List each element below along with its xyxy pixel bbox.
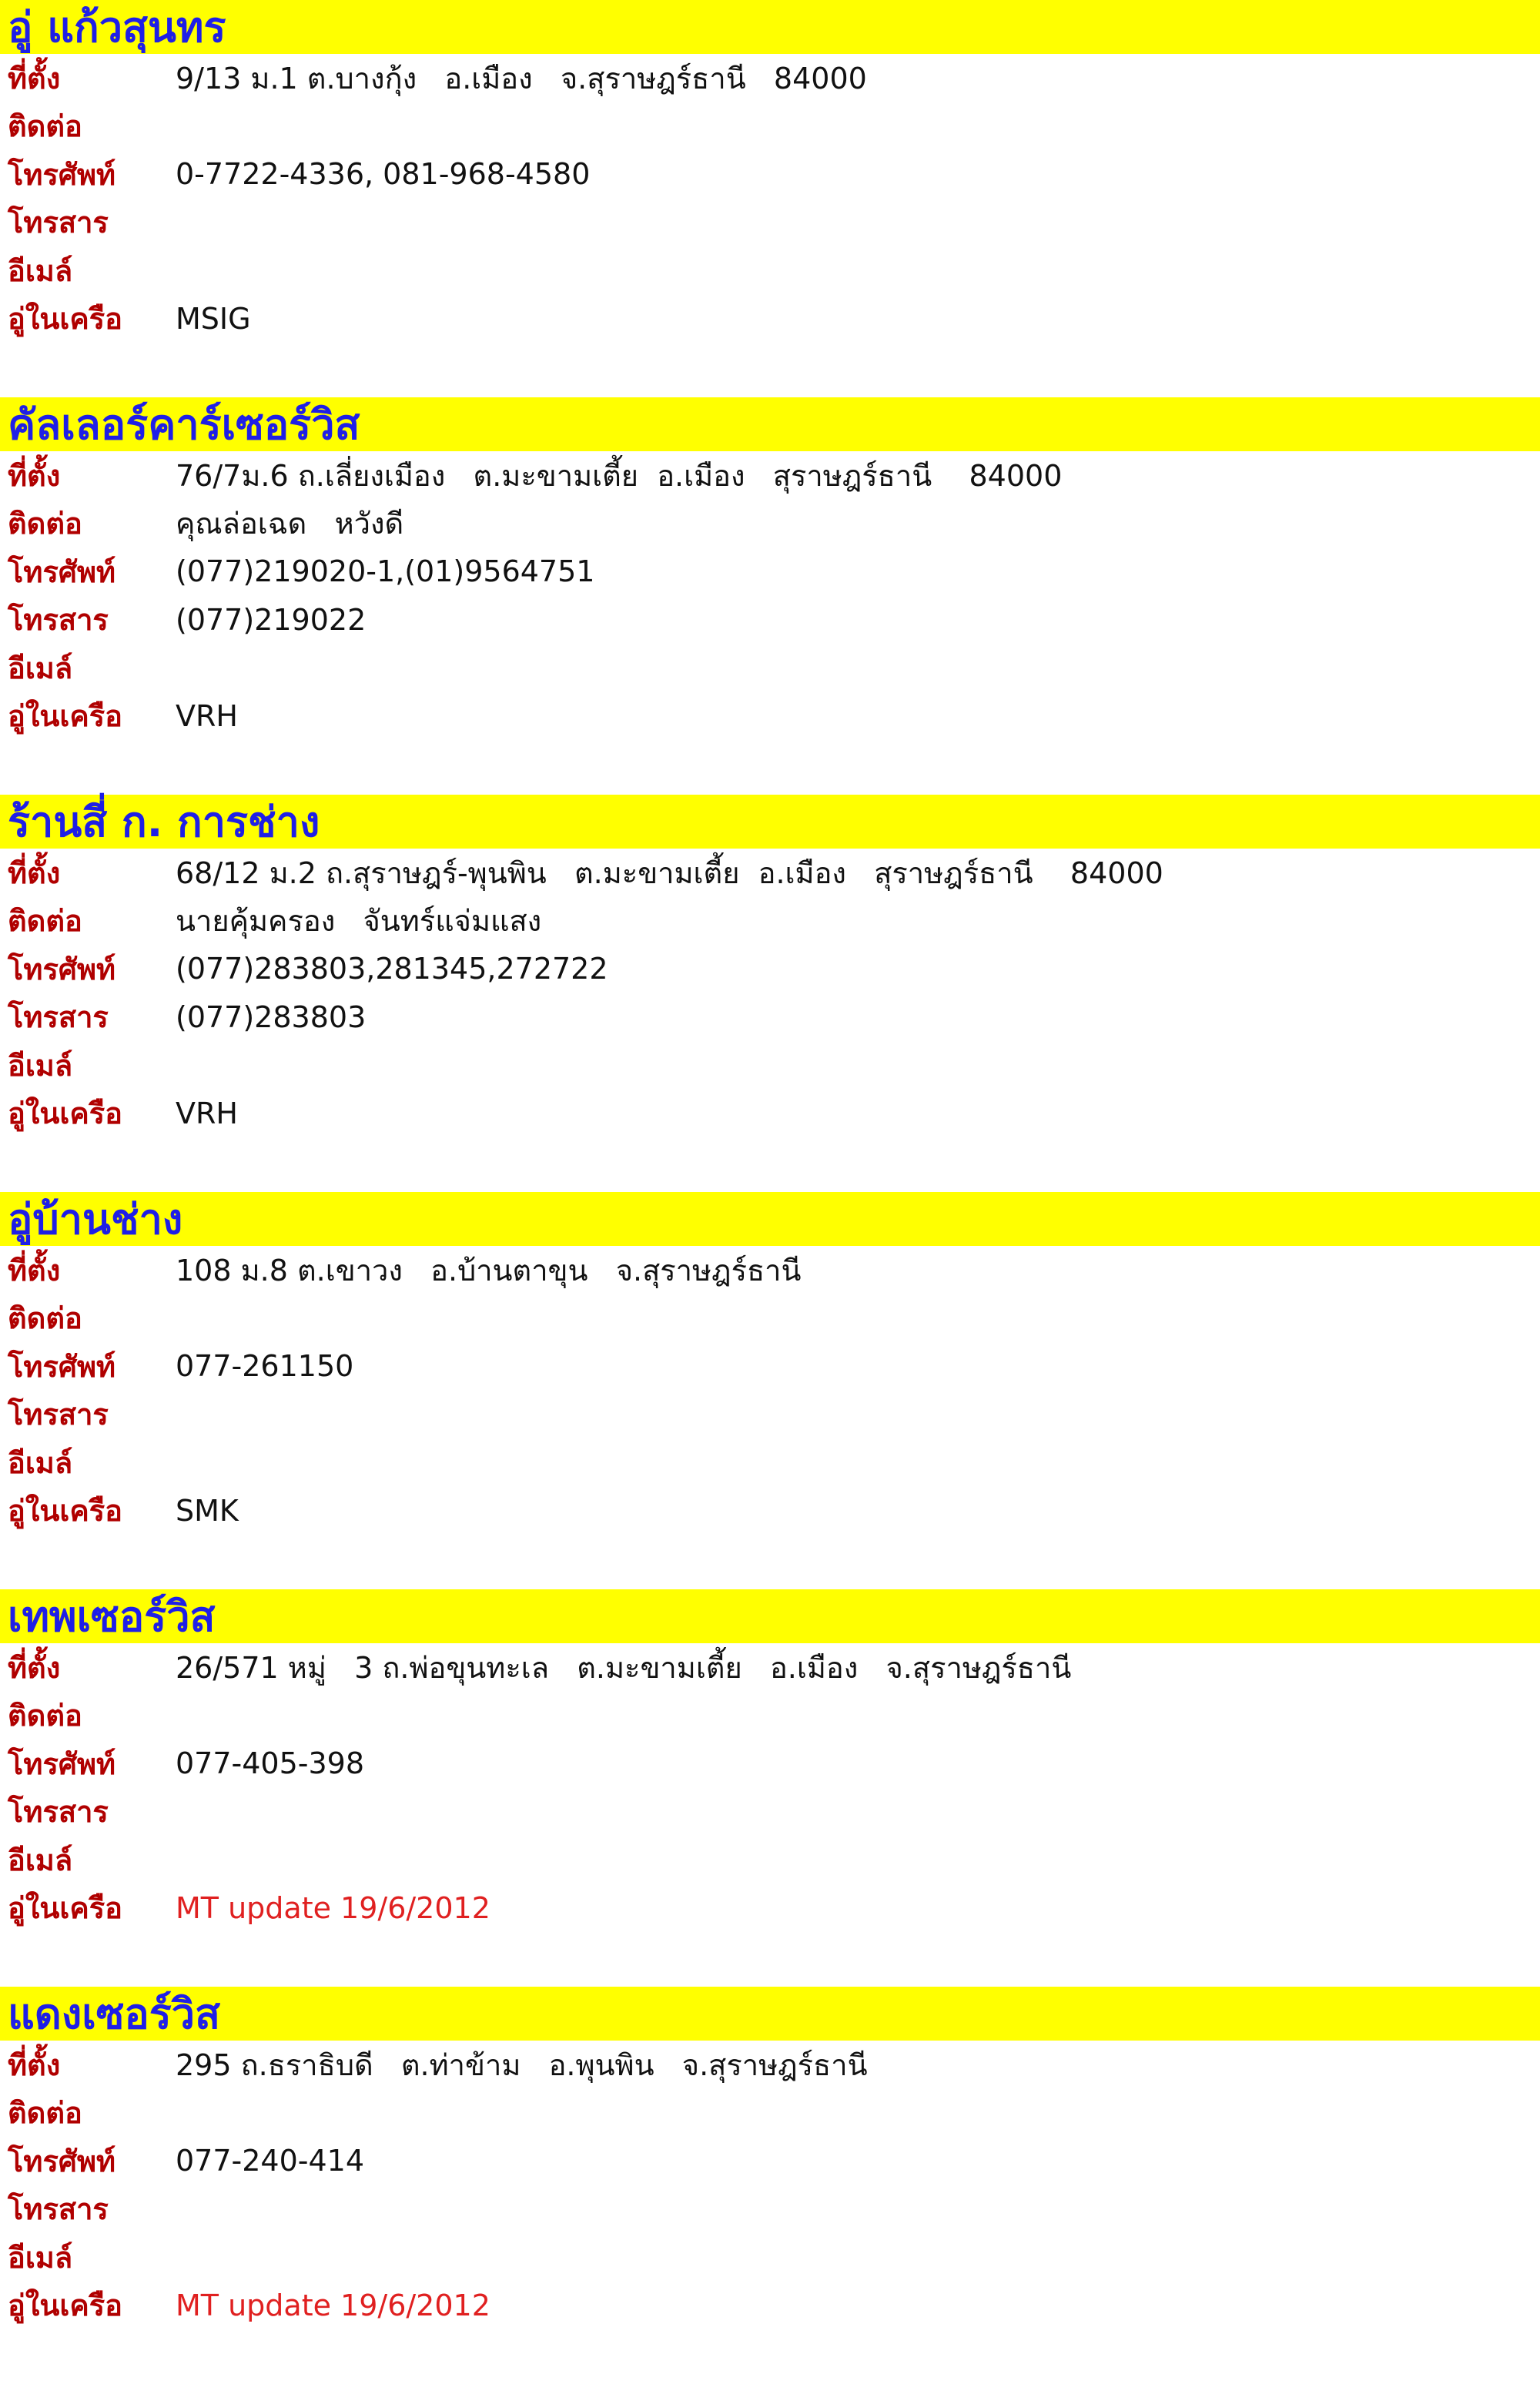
fax-row [0, 596, 1540, 645]
location-label: ที่ตั้ง [8, 2047, 61, 2082]
contact-label: ติดต่อ [8, 507, 82, 541]
contact-row [0, 1294, 1540, 1343]
contact-row [0, 500, 1540, 548]
contact-row [0, 2089, 1540, 2138]
email-row [0, 1836, 1540, 1884]
contact-value: คุณล่อเฉด หวังดี [176, 507, 404, 541]
location-row [0, 451, 1540, 500]
location-value: 26/571 หมู่ 3 ถ.พ่อขุนทะเล ต.มะขามเตี้ย อ.เมือง จ.สุราษฎร์ธานี [176, 1650, 1072, 1685]
fax-value: (077)219022 [176, 602, 367, 637]
phone-value: (077)283803,281345,272722 [176, 952, 608, 986]
location-row [0, 1246, 1540, 1294]
contact-label: ติดต่อ [8, 109, 82, 144]
location-label: ที่ตั้ง [8, 61, 61, 95]
network-value: VRH [176, 1096, 238, 1130]
fax-label: โทรสาร [8, 2192, 109, 2227]
phone-row [0, 945, 1540, 993]
contact-label: ติดต่อ [8, 2096, 82, 2131]
email-label: อีเมล์ [8, 253, 73, 288]
network-value: MSIG [176, 301, 251, 336]
location-value: 108 ม.8 ต.เขาวง อ.บ้านตาขุน จ.สุราษฎร์ธานี [176, 1253, 802, 1287]
entry-header [0, 1192, 1540, 1246]
location-value: 9/13 ม.1 ต.บางกุ้ง อ.เมือง จ.สุราษฎร์ธานี 84000 [176, 61, 867, 95]
contact-label: ติดต่อ [8, 904, 82, 939]
network-row [0, 295, 1540, 343]
entry-header [0, 1987, 1540, 2041]
location-label: ที่ตั้ง [8, 1253, 61, 1287]
contact-value: นายคุ้มครอง จันทร์แจ่มแสง [176, 904, 542, 939]
garage-entry-6 [0, 1987, 1540, 2384]
entry-header [0, 397, 1540, 451]
network-row [0, 1487, 1540, 1535]
contact-label: ติดต่อ [8, 1301, 82, 1336]
garage-entry-2 [0, 397, 1540, 795]
location-row [0, 849, 1540, 897]
email-label: อีเมล์ [8, 2240, 73, 2275]
network-label: อู่ในเครือ [8, 1891, 122, 1926]
location-value: 68/12 ม.2 ถ.สุราษฎร์-พุนพิน ต.มะขามเตี้ย อ.เมือง สุราษฎร์ธานี 84000 [176, 855, 1163, 890]
phone-value: 077-261150 [176, 1349, 354, 1384]
network-label: อู่ในเครือ [8, 302, 122, 337]
location-value: 295 ถ.ธราธิบดี ต.ท่าข้าม อ.พุนพิน จ.สุราษฎร์ธานี [176, 2047, 868, 2082]
fax-label: โทรสาร [8, 1795, 109, 1830]
phone-value: 077-240-414 [176, 2144, 365, 2178]
network-label: อู่ในเครือ [8, 1097, 122, 1131]
contact-row [0, 1692, 1540, 1740]
network-row [0, 2282, 1540, 2330]
email-label: อีเมล์ [8, 1843, 73, 1877]
entry-header [0, 795, 1540, 849]
phone-label: โทรศัพท์ [8, 554, 116, 589]
garage-name: อู่บ้านช่าง [8, 1195, 183, 1244]
garage-name: คัลเลอร์คาร์เซอร์วิส [8, 400, 360, 449]
email-row [0, 2233, 1540, 2282]
email-label: อีเมล์ [8, 1445, 73, 1480]
fax-label: โทรสาร [8, 1398, 109, 1432]
email-label: อีเมล์ [8, 651, 73, 685]
location-value: 76/7ม.6 ถ.เลี่ยงเมือง ต.มะขามเตี้ย อ.เมือง สุราษฎร์ธานี 84000 [176, 458, 1063, 493]
garage-entry-5 [0, 1589, 1540, 1987]
phone-label: โทรศัพท์ [8, 157, 116, 192]
garage-name: อู่ แก้วสุนทร [8, 3, 226, 52]
phone-label: โทรศัพท์ [8, 1746, 116, 1781]
network-row [0, 1884, 1540, 1933]
fax-label: โทรสาร [8, 206, 109, 240]
entry-header [0, 1589, 1540, 1643]
phone-row [0, 1342, 1540, 1391]
phone-row [0, 547, 1540, 596]
fax-row [0, 199, 1540, 247]
fax-row [0, 2185, 1540, 2234]
network-row [0, 692, 1540, 741]
network-value: VRH [176, 698, 238, 733]
fax-value: (077)283803 [176, 999, 367, 1034]
location-row [0, 1643, 1540, 1692]
email-row [0, 246, 1540, 295]
phone-row [0, 150, 1540, 199]
email-row [0, 644, 1540, 692]
email-row [0, 1438, 1540, 1487]
fax-row [0, 1391, 1540, 1439]
location-row [0, 54, 1540, 102]
location-row [0, 2041, 1540, 2089]
contact-row [0, 897, 1540, 946]
network-value: SMK [176, 1493, 239, 1528]
location-label: ที่ตั้ง [8, 855, 61, 890]
fax-row [0, 993, 1540, 1042]
garage-name: เทพเซอร์วิส [8, 1592, 216, 1641]
fax-label: โทรสาร [8, 1000, 109, 1035]
phone-value: 077-405-398 [176, 1746, 365, 1781]
contact-label: ติดต่อ [8, 1699, 82, 1733]
network-row [0, 1090, 1540, 1138]
network-label: อู่ในเครือ [8, 1494, 122, 1529]
phone-label: โทรศัพท์ [8, 1349, 116, 1384]
phone-value: 0-7722-4336, 081-968-4580 [176, 157, 591, 192]
email-label: อีเมล์ [8, 1048, 73, 1083]
phone-label: โทรศัพท์ [8, 952, 116, 986]
phone-value: (077)219020-1,(01)9564751 [176, 554, 595, 589]
garage-name: แดงเซอร์วิส [8, 1990, 221, 2038]
network-value: MT update 19/6/2012 [176, 1890, 490, 1925]
network-value: MT update 19/6/2012 [176, 2288, 490, 2322]
fax-label: โทรสาร [8, 603, 109, 638]
phone-row [0, 1739, 1540, 1788]
phone-row [0, 2137, 1540, 2185]
network-label: อู่ในเครือ [8, 2289, 122, 2323]
network-label: อู่ในเครือ [8, 699, 122, 734]
garage-entry-1 [0, 0, 1540, 397]
garage-entry-4 [0, 1192, 1540, 1589]
location-label: ที่ตั้ง [8, 1650, 61, 1685]
contact-row [0, 102, 1540, 151]
garage-name: ร้านสี่ ก. การช่าง [8, 798, 320, 846]
garage-entry-3 [0, 795, 1540, 1192]
phone-label: โทรศัพท์ [8, 2144, 116, 2178]
entry-header [0, 0, 1540, 54]
location-label: ที่ตั้ง [8, 458, 61, 493]
fax-row [0, 1788, 1540, 1837]
email-row [0, 1041, 1540, 1090]
